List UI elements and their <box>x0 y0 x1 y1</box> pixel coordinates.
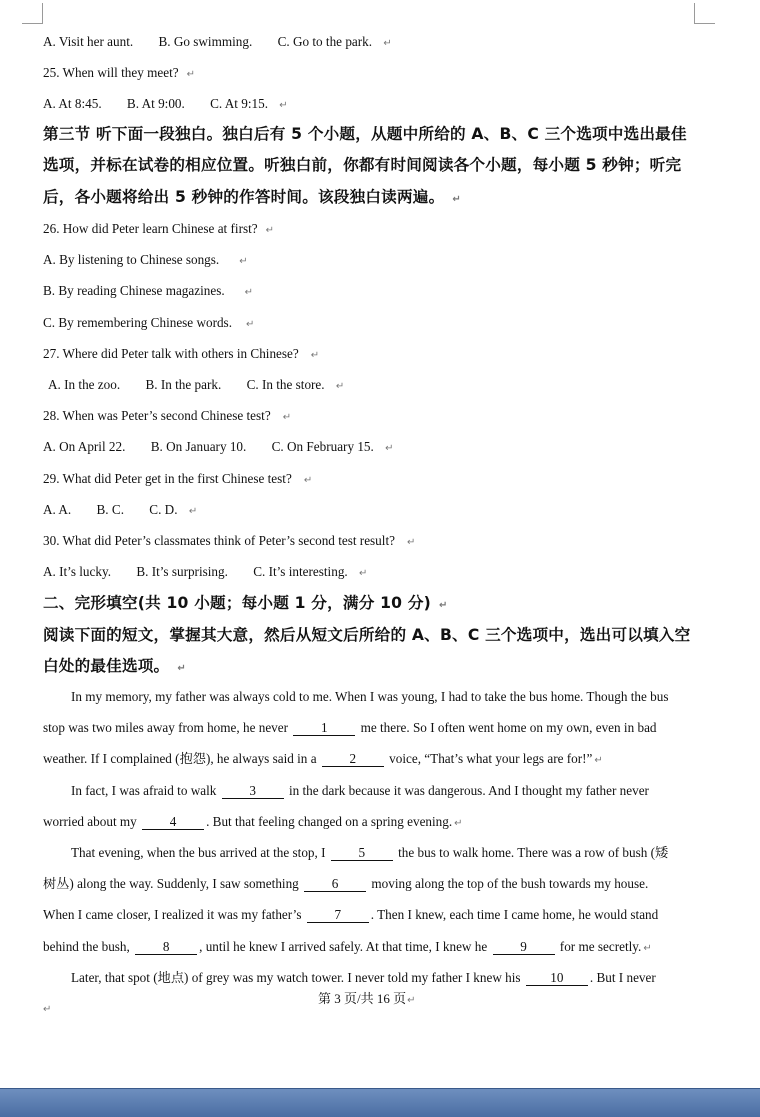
passage-line <box>71 844 668 862</box>
option-a: A. It’s lucky. <box>43 564 112 579</box>
paragraph-mark-icon: ↵ <box>385 443 394 454</box>
option-b: B. By reading Chinese magazines. <box>43 283 225 298</box>
q27-options <box>48 376 344 396</box>
section2-heading <box>43 592 448 617</box>
passage-line <box>71 969 656 987</box>
option-a: A. Visit her aunt. <box>43 34 134 49</box>
paragraph-mark-icon: ↵ <box>594 755 603 766</box>
heading-text: 二、完形填空(共 10 小题；每小题 1 分，满分 10 分) <box>43 594 431 612</box>
option-b: B. It’s surprising. <box>136 564 228 579</box>
option-c: C. D. <box>149 502 178 517</box>
passage-line <box>43 875 648 893</box>
paragraph-mark-icon: ↵ <box>335 381 345 392</box>
page-footer <box>318 988 416 1007</box>
option-c: C. By remembering Chinese words. <box>43 315 232 330</box>
passage-text: the bus to walk home. There was a row of bush (矮 <box>394 845 669 860</box>
option-c: C. It’s interesting. <box>253 564 348 579</box>
option-b: B. On January 10. <box>150 439 247 454</box>
q26-option-b <box>43 282 253 302</box>
passage-line <box>43 906 658 924</box>
paragraph-mark-icon: ↵ <box>406 537 416 548</box>
passage-text: behind the bush, <box>43 939 134 954</box>
option-a: A. By listening to Chinese songs. <box>43 252 220 267</box>
paragraph-mark-icon: ↵ <box>186 69 196 80</box>
cloze-instruction-line1: 阅读下面的短文，掌握其大意，然后从短文后所给的 A、B、C 三个选项中，选出可以填入空 <box>43 626 691 644</box>
option-c: C. In the store. <box>246 377 325 392</box>
option-a: A. In the zoo. <box>48 377 121 392</box>
section3-instruction-line2: 选项，并标在试卷的相应位置。听独白前，你都有时间阅读各个小题，每小题 5 秒钟；听完 <box>43 156 682 174</box>
question-text: 28. When was Peter’s second Chinese test? <box>43 408 271 423</box>
paragraph-mark-icon: ↵ <box>265 225 274 236</box>
cloze-blank-4: 4 <box>142 814 204 830</box>
question-25 <box>43 64 195 84</box>
page-number: 第 3 页/共 16 页 <box>318 991 407 1006</box>
question-28 <box>43 407 291 427</box>
paragraph-mark-icon: ↵ <box>310 350 320 361</box>
passage-line <box>71 782 649 800</box>
window-bottom-bar <box>0 1088 760 1117</box>
question-text: 29. What did Peter get in the first Chinese test? <box>43 471 292 486</box>
paragraph-mark-icon: ↵ <box>239 256 248 267</box>
passage-text: stop was two miles away from home, he never <box>43 720 292 735</box>
paragraph-mark-icon: ↵ <box>643 943 652 954</box>
q29-options <box>43 501 197 521</box>
option-b: B. C. <box>96 502 124 517</box>
q24-options <box>43 33 392 53</box>
passage-text: me there. So I often went home on my own, even in bad <box>357 720 657 735</box>
cloze-blank-3: 3 <box>222 783 284 799</box>
passage-text: When I came closer, I realized it was my father’s <box>43 907 305 922</box>
paragraph-mark-icon: ↵ <box>407 995 416 1006</box>
paragraph-mark-icon: ↵ <box>282 412 292 423</box>
question-text: 27. Where did Peter talk with others in Chinese? <box>43 346 299 361</box>
passage-text: . But that feeling changed on a spring evening. <box>206 814 453 829</box>
question-text: 26. How did Peter learn Chinese at first? <box>43 221 258 236</box>
paragraph-mark-icon: ↵ <box>303 475 313 486</box>
cloze-blank-8: 8 <box>135 939 197 955</box>
passage-text: worried about my <box>43 814 141 829</box>
option-b: B. Go swimming. <box>158 34 253 49</box>
cloze-blank-10: 10 <box>526 970 588 986</box>
cloze-blank-1: 1 <box>293 720 355 736</box>
passage-line: In my memory, my father was always cold to me. When I was young, I had to take the bus home. Though the bus <box>71 689 669 704</box>
paragraph-mark-icon: ↵ <box>246 319 255 330</box>
cloze-blank-2: 2 <box>322 751 384 767</box>
paragraph-mark-icon: ↵ <box>43 1004 52 1015</box>
option-a: A. On April 22. <box>43 439 126 454</box>
cloze-blank-7: 7 <box>307 907 369 923</box>
passage-text: Later, that spot (地点) of grey was my watch tower. I never told my father I knew his <box>71 970 524 985</box>
question-text: 25. When will they meet? <box>43 65 179 80</box>
passage-text: In fact, I was afraid to walk <box>71 783 220 798</box>
cloze-instruction-line2 <box>43 655 186 680</box>
cloze-blank-6: 6 <box>304 876 366 892</box>
option-c: C. On February 15. <box>271 439 374 454</box>
option-b: B. At 9:00. <box>126 96 185 111</box>
passage-text: weather. If I complained (抱怨), he always said in a <box>43 751 320 766</box>
section3-instruction-line3 <box>43 186 461 211</box>
paragraph-mark-icon: ↵ <box>452 194 461 205</box>
q26-option-a <box>43 251 248 271</box>
page-corner-mark-right <box>694 3 715 24</box>
question-27 <box>43 345 319 365</box>
passage-line <box>43 813 463 833</box>
q25-options <box>43 95 288 115</box>
option-a: A. At 8:45. <box>43 96 102 111</box>
question-26 <box>43 220 274 240</box>
paragraph-mark-icon: ↵ <box>383 38 392 49</box>
paragraph-mark-icon: ↵ <box>279 100 288 111</box>
passage-text: . But I never <box>589 970 656 985</box>
passage-text: for me secretly. <box>556 939 642 954</box>
paragraph-mark-icon: ↵ <box>177 663 186 674</box>
paragraph-mark-icon: ↵ <box>454 818 463 829</box>
paragraph-mark-icon: ↵ <box>244 287 254 298</box>
passage-line <box>43 719 657 737</box>
paragraph-mark-icon: ↵ <box>188 506 198 517</box>
section3-instruction-line1: 第三节 听下面一段独白。独白后有 5 个小题，从题中所给的 A、B、C 三个选项中选出最佳 <box>43 125 687 143</box>
passage-text: in the dark because it was dangerous. And I thought my father never <box>285 783 649 798</box>
passage-line <box>43 938 652 958</box>
question-text: 30. What did Peter’s classmates think of Peter’s second test result? <box>43 533 395 548</box>
question-29 <box>43 470 312 490</box>
cloze-blank-9: 9 <box>493 939 555 955</box>
q26-option-c <box>43 314 254 334</box>
option-b: B. In the park. <box>145 377 222 392</box>
q30-options <box>43 563 367 583</box>
paragraph-mark-icon: ↵ <box>438 600 448 611</box>
passage-text: , until he knew I arrived safely. At that time, I knew he <box>199 939 491 954</box>
passage-text: . Then I knew, each time I came home, he would stand <box>370 907 659 922</box>
page-corner-mark-left <box>22 3 43 24</box>
q28-options <box>43 438 394 458</box>
option-c: C. At 9:15. <box>210 96 268 111</box>
passage-line <box>43 750 603 770</box>
passage-text: 树丛) along the way. Suddenly, I saw something <box>43 876 303 891</box>
instruction-text: 后，各小题将给出 5 秒钟的作答时间。该段独白读两遍。 <box>43 188 445 206</box>
passage-text: moving along the top of the bush towards my house. <box>368 876 649 891</box>
question-30 <box>43 532 415 552</box>
option-a: A. A. <box>43 502 72 517</box>
passage-text: That evening, when the bus arrived at the stop, I <box>71 845 329 860</box>
option-c: C. Go to the park. <box>277 34 373 49</box>
cloze-blank-5: 5 <box>331 845 393 861</box>
passage-text: voice, “That’s what your legs are for!” <box>385 751 593 766</box>
paragraph-mark-icon: ↵ <box>359 568 368 579</box>
instruction-text: 白处的最佳选项。 <box>43 657 170 675</box>
